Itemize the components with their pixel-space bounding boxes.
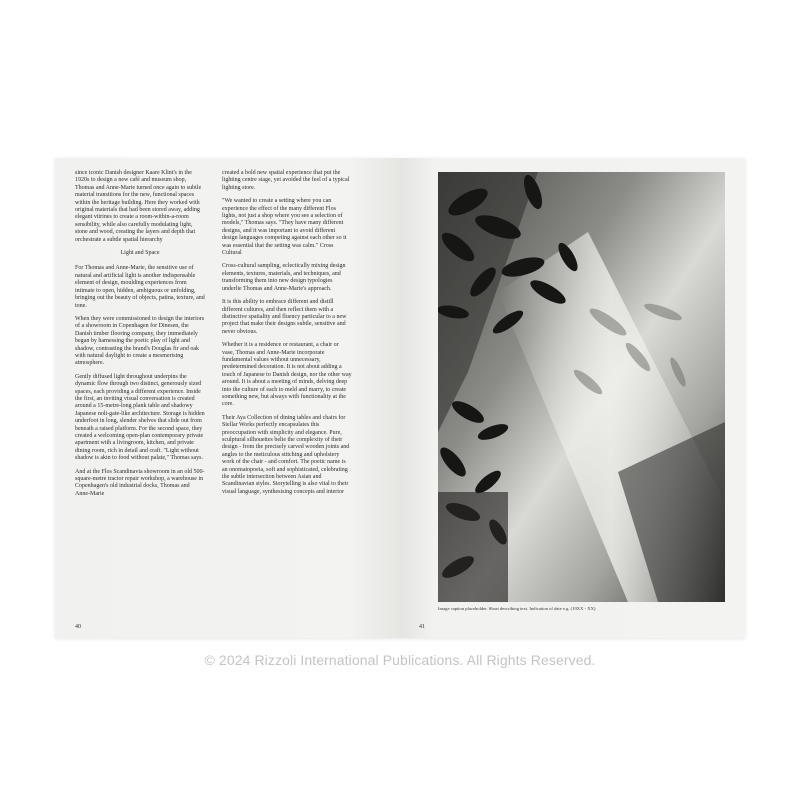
copyright-notice: © 2024 Rizzoli International Publications. All Rights Reserved.: [204, 652, 596, 668]
paragraph: For Thomas and Anne-Marie, the sensitive use of natural and artificial light is another indispensable element of design, moulding experiences from intimate to open, hidden, ambiguous or unfolding, bringing out the beauty of objects, patina, texture, and tone.: [75, 265, 205, 309]
paragraph: Whether it is a residence or restaurant, a chair or vase, Thomas and Anne-Marie incorporate fundamental values without unnecessary, predetermined decoration. It is not about adding a touch of Japanese to Danish design, nor the other way around. It is about a meeting of minds, delving deep into the culture of each to meld and marry, to create something new, but always with functionality at the core.: [222, 342, 352, 408]
paragraph: Their Aya Collection of dining tables and chairs for Stellar Works perfectly encapsulates this preoccupation with simplicity and elegance. Pure, sculptural silhouettes belie the complexity of their design - from the precisely carved wooden joints and angles to the meticulous stitching and upholstery work of the chair - and comfort. The poetic name is an onomatopoeia, soft and sophisticated, celebrating the subtle intersection between Asian and Scandinavian styles. Storytelling is also vital to their visual language, synthesising concepts and interior: [222, 414, 350, 495]
right-page: [400, 158, 745, 638]
paragraph: created a bold new spatial experience that put the lighting centre stage, yet avoided the feel of a typical lighting store.: [222, 170, 350, 191]
plant-shadow-photo: [438, 172, 725, 602]
page-number-left: 40: [75, 624, 81, 630]
book-spread: [55, 158, 745, 638]
image-caption: Image caption placeholder. Short describing text. Indication of date e.g. (19XX - XX): [438, 606, 596, 611]
paragraph: Cross-cultural sampling, eclectically mixing design elements, textures, materials, and techniques, and transforming them into new design typologies underlie Thomas and Anne-Marie's approach.: [222, 263, 346, 292]
paragraph: And at the Flos Scandinavia showroom in an old 500-square-metre tractor repair workshop, a warehouse in Copenhagen's old industrial docks, Thomas and Anne-Marie: [75, 468, 205, 497]
paragraph: It is this ability to embrace different and distill different cultures, and then reflect them with a distinctive spatiality and fluency particular to a new project that make their designs subtle, sensitive and never obvious.: [222, 299, 347, 335]
section-heading: Light and Space: [120, 250, 160, 257]
paragraph: When they were commissioned to design the interiors of a showroom in Copenhagen for Dinesen, the Danish timber flooring company, they immediately began by harnessing the poetic play of light and shadow, contrasting the brand's Douglas fir and oak with natural daylight to create a mesmerising atmosphere.: [75, 315, 205, 367]
left-text-column: [75, 170, 205, 504]
paragraph: Gently diffused light throughout underpins the dynamic flow through two distinct, generously sized spaces, each providing a different experience. Inside the first, an inviting visual conversation is created around a 15-metre-long plank table and shadowy Japanese noli-gate-like architecture. Storage is hidden underfoot in long, slender shelves that slide out from beneath a raised platform. For the second space, they created a welcoming open-plan contemporary private apartment with a livingroom, kitchen, and private dining room, rich in detail and craft. "Light without shadow is akin to food without palate," Thomas says.: [75, 373, 205, 462]
right-text-column: [222, 170, 352, 502]
left-page: [55, 158, 400, 638]
paragraph: "We wanted to create a setting where you can experience the effect of the many different Flos lights, not just a shop where you see a selection of models," Thomas says. "They have many different designs, and it was important to avoid different design languages competing against each other so it was essential that the setting was calm." Cross Cultural: [222, 198, 347, 257]
paragraph: since iconic Danish designer Kaare Klint's in the 1920s to design a new café and museum shop, Thomas and Anne-Marie turned once again to subtle material transitions for the new, functional spaces within the heritage building. Here they worked with original materials that had been stored away, adding elegant vitrines to create a room-within-a-room sensibility, while also carefully modulating light, stone and wood, creating the layers and depth that orchestrate a subtle spatial hierarchy: [75, 170, 202, 243]
page-number-right: 41: [419, 624, 425, 630]
